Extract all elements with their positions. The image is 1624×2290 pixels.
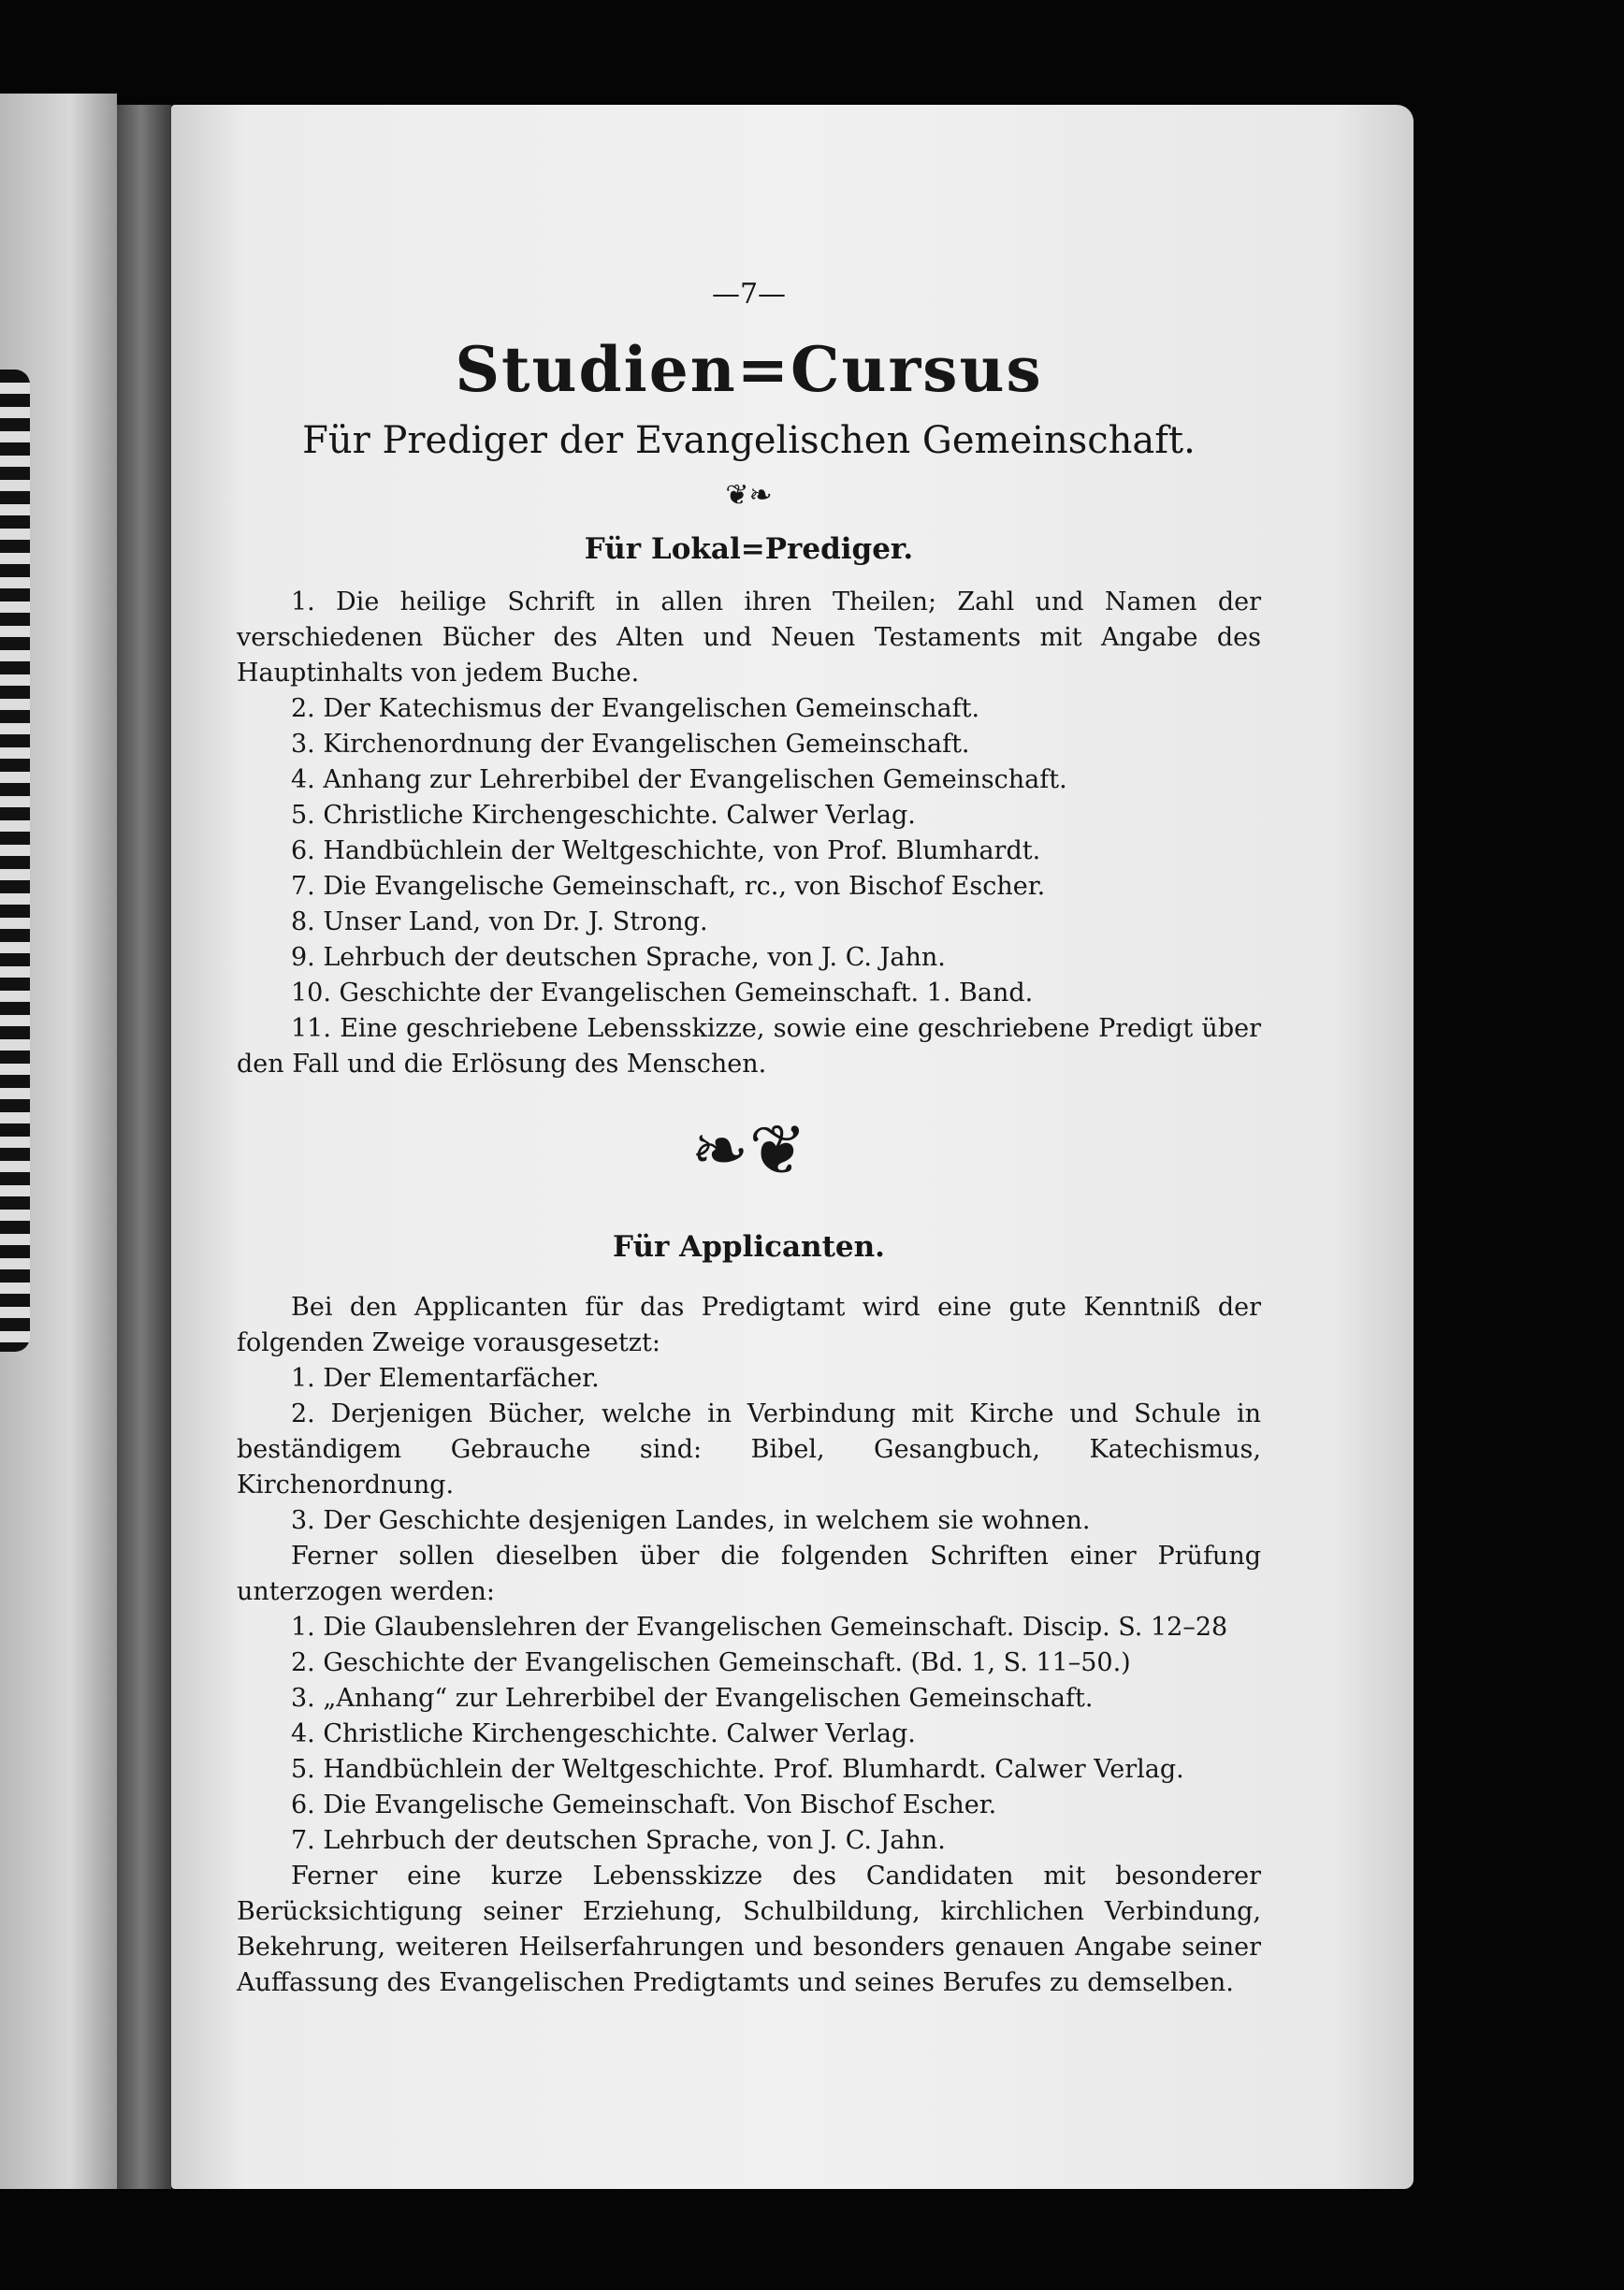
section-applicanten (237, 1230, 1261, 2001)
page-subtitle: Für Prediger der Evangelischen Gemeinschaft. (302, 419, 1196, 462)
applicanten-exam-list (237, 1610, 1261, 1859)
section-heading: Für Lokal=Prediger. (584, 532, 914, 566)
list-item: 4. Christliche Kirchengeschichte. Calwer Verlag. (291, 1719, 916, 1748)
book-page (171, 105, 1414, 2189)
list-item: 1. Der Elementarfächer. (291, 1364, 600, 1393)
list-item: 8. Unser Land, von Dr. J. Strong. (291, 907, 708, 936)
middle-paragraph: Ferner sollen dieselben über die folgenden Schriften einer Prüfung unterzogen werden: (237, 1542, 1261, 1606)
small-ornament-icon: ❦❧ (725, 479, 773, 512)
list-item: 4. Anhang zur Lehrerbibel der Evangelischen Gemeinschaft. (291, 765, 1067, 794)
list-item: 2. Geschichte der Evangelischen Gemeinschaft. (Bd. 1, S. 11–50.) (291, 1648, 1131, 1677)
list-item: 2. Der Katechismus der Evangelischen Gemeinschaft. (291, 694, 980, 723)
list-item: 1. Die heilige Schrift in allen ihren Theilen; Zahl und Namen der verschiedenen Bücher des Alten und Neuen Testaments mit Angabe des Hauptinhalts von jedem Buche. (237, 587, 1261, 688)
section-lokal-prediger (237, 532, 1261, 1082)
list-item: 3. Kirchenordnung der Evangelischen Gemeinschaft. (291, 730, 970, 759)
book-spine (117, 105, 171, 2189)
large-ornament-icon: ❧❦ (690, 1110, 807, 1191)
spiral-binding (0, 370, 30, 1352)
list-item: 6. Handbüchlein der Weltgeschichte, von Prof. Blumhardt. (291, 836, 1041, 865)
list-item: 5. Handbüchlein der Weltgeschichte. Prof. Blumhardt. Calwer Verlag. (291, 1755, 1184, 1784)
page-title: Studien=Cursus (455, 333, 1043, 406)
list-item: 1. Die Glaubenslehren der Evangelischen Gemeinschaft. Discip. S. 12–28 (291, 1613, 1228, 1642)
list-item: 5. Christliche Kirchengeschichte. Calwer Verlag. (291, 801, 916, 830)
list-item: 3. „Anhang“ zur Lehrerbibel der Evangelischen Gemeinschaft. (291, 1684, 1094, 1713)
page-number: —7— (711, 278, 787, 311)
page-content (237, 278, 1261, 2001)
list-item: 3. Der Geschichte desjenigen Landes, in welchem sie wohnen. (291, 1506, 1091, 1535)
list-item: 2. Derjenigen Bücher, welche in Verbindung mit Kirche und Schule in beständigem Gebrauche sind: Bibel, Gesangbuch, Katechismus, Kirchenordnung. (237, 1399, 1261, 1500)
list-item: 11. Eine geschriebene Lebensskizze, sowie eine geschriebene Predigt über den Fall und die Erlösung des Menschen. (237, 1014, 1261, 1079)
section-heading: Für Applicanten. (613, 1230, 885, 1264)
applicanten-prerequisites-list (237, 1361, 1261, 1539)
lokal-prediger-list (237, 585, 1261, 1082)
list-item: 7. Lehrbuch der deutschen Sprache, von J. C. Jahn. (291, 1826, 946, 1855)
intro-paragraph: Bei den Applicanten für das Predigtamt wird eine gute Kenntniß der folgenden Zweige vorausgesetzt: (237, 1293, 1261, 1357)
list-item: 6. Die Evangelische Gemeinschaft. Von Bischof Escher. (291, 1790, 997, 1819)
list-item: 7. Die Evangelische Gemeinschaft, rc., von Bischof Escher. (291, 872, 1046, 901)
list-item: 9. Lehrbuch der deutschen Sprache, von J. C. Jahn. (291, 943, 946, 972)
closing-paragraph: Ferner eine kurze Lebensskizze des Candidaten mit besonderer Berücksichtigung seiner Erziehung, Schulbildung, kirchlichen Verbindung, Bekehrung, weiteren Heilserfahrungen und besonders genauen Angabe seiner Auffassung des Evangelischen Predigtamts und seines Berufes zu demselben. (237, 1862, 1261, 1997)
list-item: 10. Geschichte der Evangelischen Gemeinschaft. 1. Band. (291, 978, 1034, 1007)
